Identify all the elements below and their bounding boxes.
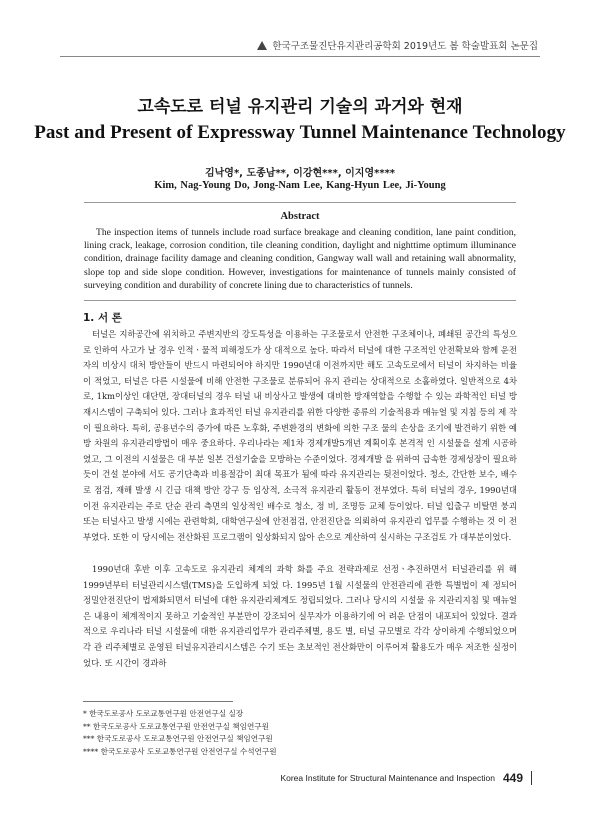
abstract-rule-bottom	[84, 300, 516, 301]
footnote-rule	[83, 701, 233, 702]
footer-divider	[531, 771, 532, 785]
body-paragraph-1: 터널은 지하공간에 위치하고 주변지반의 강도특성을 이용하는 구조물로서 안전한 구조체이나, 폐쇄된 공간의 특성으로 인하여 사고가 날 경우 인적ㆍ물적 피해정도가 상 대적으로 높다. 따라서 터널에 대한 구조적인 안전확보와 함께 운전자의 비상시 대처 방안들이 반드시 마련되어야 하지만 1990년대 이전까지만 해도 고속도로에서 터널이 차지하는 비율이 적었고, 터널은 다른 시설물에 비해 안전한 구조물로 분류되어 유지 관리는 상대적으로 소홀하였다. 일반적으로 4차로, 1km이상인 대단면, 장대터널의 경우 터널 내 비상사고 발생에 대비한 방재역할을 수행할 수 있는 과학적인 터널 방재시스템이 구축되어 있다. 그러나 효과적인 터널 유지관리를 위한 다양한 종류의 기술적용과 매뉴얼 및 지침 등의 제 작이 필요하다. 특히, 공용년수의 증가에 따른 노후화, 주변환경의 변화에 의한 구조 물의 손상을 조기에 발견하기 위한 예방 차원의 유지관리방법이 매우 중요하다. 우리나라는 제1차 경제개발5개년 계획이후 본격적 인 시설물을 설계 시공하였고, 그 이전의 시설물은 대 부분 일본 건설기술을 모방하는 수준이었다. 경제개발 을 위하여 급속한 경제성장이 필요하듯이 건설 분야에 서도 공기단축과 비용절감이 최대 목표가 됨에 따라 유지관리는 뒷전이었다. 청소, 간단한 보수, 배수로 점검, 재해 발생 시 긴급 대책 방안 강구 등 임상적, 소극적 유지관리 활동이 전부였다. 특히 터널의 경우, 1990년대 이전 유지관리는 주로 단순 관리 측면의 일상적인 배수로 청소, 정 비, 조명등 교체 등이었다. 터널 입출구 비탈면 붕괴 또는 터널사고 발생 시에는 관련학회, 대학연구실에 안전점검, 안전진단을 의뢰하여 유지관리 업무를 수행하는 것 이 전부였다. 또한 이 당시에는 전산화된 프로그램이 일상화되지 않아 손으로 계산하여 실시하는 구조검토 가 대부분이었다.	[83, 329, 517, 542]
abstract-rule-top	[84, 202, 516, 203]
page-number: 449	[502, 771, 523, 785]
journal-header	[257, 38, 538, 52]
page-footer	[280, 771, 532, 785]
footnote-3: *** 한국도로공사 도로교통연구원 안전연구실 책임연구원	[83, 734, 273, 743]
journal-name: 한국구조물진단유지관리공학회 2019년도 봄 학술발표회 논문집	[272, 41, 538, 52]
footnote-2: ** 한국도로공사 도로교통연구원 안전연구실 책임연구원	[83, 721, 269, 731]
authors-english: Kim, Nag-Young Do, Jong-Nam Lee, Kang-Hyun Lee, Ji-Young	[154, 180, 446, 191]
title-english: Past and Present of Expressway Tunnel Maintenance Technology	[34, 122, 566, 143]
footnote-4: **** 한국도로공사 도로교통연구원 안전연구실 수석연구원	[83, 746, 277, 756]
triangle-icon	[257, 41, 267, 50]
body-paragraph-2: 1990년대 후반 이후 고속도로 유지관리 체계의 과학 화를 주요 전략과제로 선정ㆍ추진하면서 터널관리를 위 해 1999년부터 터널관리시스템(TMS)을 도입하게 되었 다. 1995년 1월 시설물의 안전관리에 관한 특별법이 제 정되어 정밀안전진단이 법제화되면서 터널에 대한 유지관리체계도 정립되었다. 그러나 당시의 시설물 유 지관리지침 및 매뉴얼은 내용이 체계적이지 못하고 기술적인 부분만이 강조되어 실무자가 이용하기에 어 려운 단점이 내포되어 있었다. 결과적으로 우리나라 터널 시설물에 대한 유지관리업무가 관리주체별, 용도 별, 터널 규모별로 각각 상이하게 수행되었으며 각 관 리주체별로 운영된 터널유지관리시스템은 수기 또는 초보적인 전산화만이 이루어져 활용도가 매우 저조한 실정이었다. 또 시간이 경과하	[83, 564, 517, 668]
header-rule	[60, 56, 540, 57]
footnotes	[83, 708, 277, 758]
authors-korean: 김낙영*, 도종남**, 이강현***, 이지영****	[204, 168, 396, 179]
section-heading: 1. 서 론	[83, 312, 122, 324]
footer-institute: Korea Institute for Structural Maintenance and Inspection	[280, 773, 495, 783]
abstract-text: The inspection items of tunnels include road surface breakage and cleaning condition, lane paint condition, lining crack, leakage, corrosion condition, tile cleaning condition, daylight and nighttime optimum illuminance condition, drainage facility damage and cleaning condition, Gangway wall wall and retaining wall abnormality, slope top and side slope condition. However, investigations for maintenance of tunnels mainly consisted of surveying condition and durability of concrete lining due to characteristics of tunnels.	[84, 227, 516, 291]
title-korean: 고속도로 터널 유지관리 기술의 과거와 현재	[137, 97, 463, 117]
footnote-1: * 한국도로공사 도로교통연구원 안전연구실 실장	[83, 709, 244, 718]
abstract-heading: Abstract	[280, 211, 320, 222]
